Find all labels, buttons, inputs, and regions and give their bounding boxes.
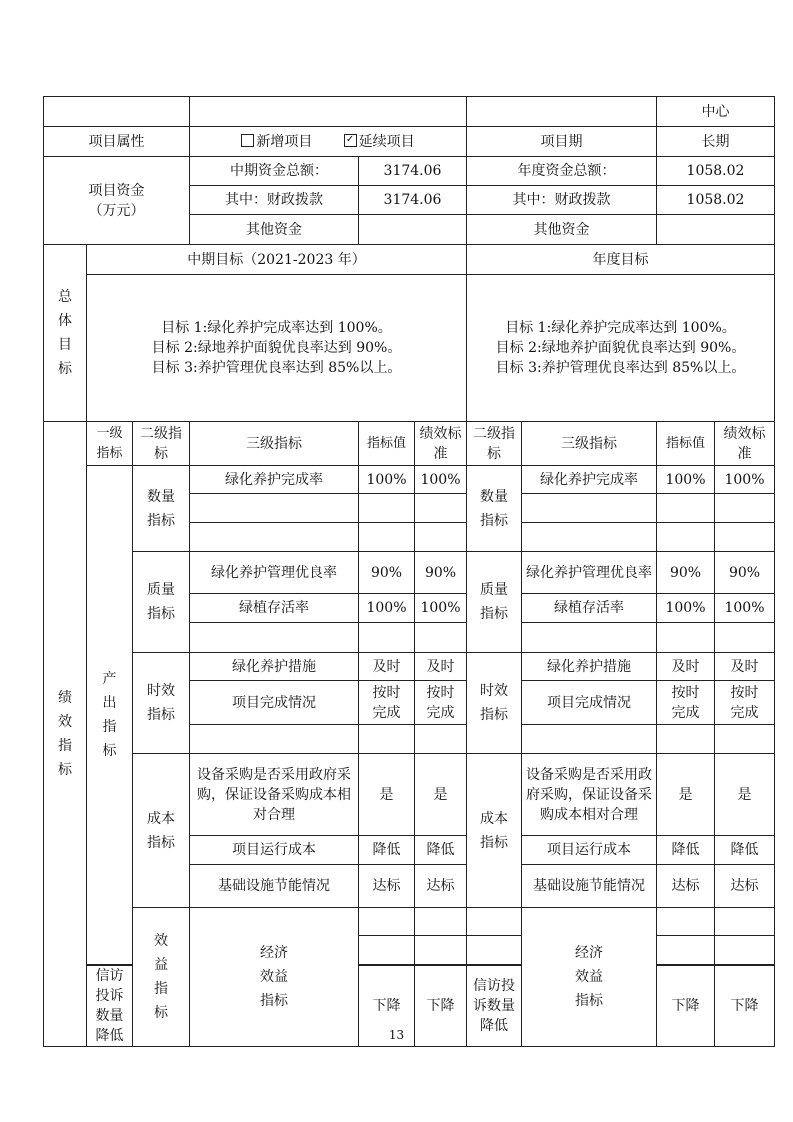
blank-cell [715,623,775,653]
blank-cell [359,623,415,653]
blank-cell [190,725,359,754]
year-goal-header: 年度目标 [467,245,775,275]
year-fiscal-value: 1058.02 [657,186,775,215]
timeliness-label-year [467,653,522,754]
cost-text: 成本指标 [147,810,175,851]
year-indicator-std: 及时 [715,653,775,681]
performance-goal-table [43,96,775,1047]
year-indicator-value: 及时 [657,653,715,681]
year-indicator-name: 项目运行成本 [522,836,657,865]
continue-project-label: 延续项目 [358,133,415,150]
mid-indicator-value: 下降 [359,966,415,1047]
mid-goal-item: 目标 2:绿地养护面貌优良率达到 90%。 [151,340,402,356]
blank-cell [467,97,657,127]
quantity-text-year: 数量指标 [480,488,508,529]
blank-cell [415,623,467,653]
mid-indicator-std: 90% [415,552,467,594]
header-standard: 绩效标准 [415,422,467,466]
year-indicator-std: 是 [715,754,775,836]
blank-cell [190,494,359,523]
blank-cell [715,494,775,523]
blank-cell [190,97,467,127]
header-level1: 一级指标 [87,422,133,466]
blank-cell [522,725,657,754]
year-indicator-name: 绿化养护完成率 [522,466,657,494]
blank-cell [715,725,775,754]
header-level2-year: 二级指标 [467,422,522,466]
mid-total-value: 3174.06 [359,157,467,186]
cost-text-year: 成本指标 [480,810,508,851]
year-indicator-value: 90% [657,552,715,594]
quantity-text: 数量指标 [147,488,175,529]
mid-indicator-std: 下降 [415,966,467,1047]
year-indicator-name: 绿化养护措施 [522,653,657,681]
timeliness-text-year: 时效指标 [480,683,508,723]
blank-cell [522,623,657,653]
blank-cell [415,908,467,936]
funds-label-line1: 项目资金 [88,182,145,199]
blank-cell [657,936,715,965]
mid-indicator-std: 及时 [415,653,467,681]
blank-cell [467,936,522,965]
blank-cell [715,523,775,552]
overall-goal-text: 总体目标 [58,289,72,377]
mid-fiscal-label: 其中：财政拨款 [190,186,359,215]
output-label [87,466,133,965]
blank-cell [657,494,715,523]
year-total-value: 1058.02 [657,157,775,186]
economic-label [190,908,359,1047]
mid-other-value [359,215,467,245]
year-indicator-value: 下降 [657,966,715,1047]
year-goal-item: 目标 2:绿地养护面貌优良率达到 90%。 [495,340,746,356]
year-goal-item: 目标 1:绿化养护完成率达到 100%。 [505,320,736,336]
year-indicator-std: 达标 [715,865,775,908]
header-value-year: 指标值 [657,422,715,466]
mid-indicator-std: 降低 [415,836,467,865]
year-indicator-value: 按时完成 [657,681,715,725]
mid-indicator-value: 90% [359,552,415,594]
mid-goal-item: 目标 1:绿化养护完成率达到 100%。 [161,320,392,336]
blank-cell [415,936,467,965]
year-indicator-std: 100% [715,594,775,623]
blank-cell [657,523,715,552]
header-level2: 二级指标 [133,422,190,466]
blank-cell [359,908,415,936]
economic-label-year [522,908,657,1047]
economic-text: 经济效益指标 [260,945,288,1009]
blank-cell [44,97,190,127]
year-indicator-value: 100% [657,594,715,623]
benefit-text: 效益指标 [154,933,168,1021]
year-indicator-value: 100% [657,466,715,494]
year-other-value [657,215,775,245]
blank-cell [359,936,415,965]
quantity-label [133,466,190,552]
mid-indicator-std: 100% [415,594,467,623]
mid-goal-header: 中期目标（2021-2023 年） [87,245,467,275]
year-fiscal-label: 其中：财政拨款 [467,186,657,215]
overall-goal-label [44,245,87,422]
attr-options [190,127,467,157]
mid-indicator-value: 100% [359,466,415,494]
blank-cell [190,523,359,552]
quality-text-year: 质量指标 [480,582,508,622]
blank-cell [657,623,715,653]
timeliness-label [133,653,190,754]
year-indicator-name: 信访投诉数量降低 [467,966,522,1047]
blank-cell [657,908,715,936]
header-standard-year: 绩效标准 [715,422,775,466]
year-indicator-value: 是 [657,754,715,836]
blank-cell [359,725,415,754]
funds-label [44,157,190,245]
year-indicator-std: 降低 [715,836,775,865]
year-goal-item: 目标 3:养护管理优良率达到 85%以上。 [495,360,746,376]
funds-label-line2: （万元） [88,202,145,219]
cost-label-year [467,754,522,908]
year-indicator-name: 项目完成情况 [522,681,657,725]
quantity-label-year [467,466,522,552]
year-other-label: 其他资金 [467,215,657,245]
quality-label [133,552,190,653]
mid-indicator-value: 达标 [359,865,415,908]
mid-indicator-value: 及时 [359,653,415,681]
top-right-cell: 中心 [657,97,775,127]
benefit-label [133,908,190,1047]
mid-indicator-std: 100% [415,466,467,494]
blank-cell [657,725,715,754]
period-value: 长期 [657,127,775,157]
year-indicator-value: 降低 [657,836,715,865]
mid-fiscal-value: 3174.06 [359,186,467,215]
quality-text: 质量指标 [147,582,175,622]
blank-cell [359,523,415,552]
blank-cell [415,725,467,754]
new-project-checkbox[interactable] [241,134,254,147]
blank-cell [522,494,657,523]
economic-text-year: 经济效益指标 [575,945,603,1009]
attr-label: 项目属性 [44,127,190,157]
year-indicator-name: 绿植存活率 [522,594,657,623]
mid-indicator-name: 绿化养护完成率 [190,466,359,494]
year-indicator-std: 按时完成 [715,681,775,725]
blank-cell [467,908,522,936]
mid-indicator-name: 项目完成情况 [190,681,359,725]
quality-label-year [467,552,522,653]
period-label: 项目期 [467,127,657,157]
year-indicator-value: 达标 [657,865,715,908]
mid-indicator-name: 基础设施节能情况 [190,865,359,908]
mid-indicator-value: 降低 [359,836,415,865]
mid-other-label: 其他资金 [190,215,359,245]
output-text: 产出指标 [102,671,117,759]
perf-side-text: 绩效指标 [58,690,72,778]
year-goal-list [467,275,775,422]
year-indicator-name: 基础设施节能情况 [522,865,657,908]
cost-label [133,754,190,908]
mid-total-label: 中期资金总额： [190,157,359,186]
timeliness-text: 时效指标 [147,683,175,723]
mid-indicator-name: 绿植存活率 [190,594,359,623]
blank-cell [522,523,657,552]
perf-side-label [44,422,87,1047]
blank-cell [715,908,775,936]
mid-indicator-value: 按时完成 [359,681,415,725]
mid-indicator-name: 信访投诉数量降低 [87,966,133,1047]
year-indicator-std: 90% [715,552,775,594]
blank-cell [359,494,415,523]
blank-cell [415,494,467,523]
year-indicator-name: 设备采购是否采用政府采购，保证设备采购成本相对合理 [522,754,657,836]
mid-indicator-name: 项目运行成本 [190,836,359,865]
blank-cell [715,936,775,965]
mid-indicator-std: 是 [415,754,467,836]
header-value: 指标值 [359,422,415,466]
mid-indicator-value: 是 [359,754,415,836]
year-indicator-name: 绿化养护管理优良率 [522,552,657,594]
blank-cell [415,523,467,552]
page-number: 13 [388,1028,405,1042]
year-total-label: 年度资金总额： [467,157,657,186]
mid-goal-item: 目标 3:养护管理优良率达到 85%以上。 [151,360,402,376]
continue-project-checkbox[interactable]: ✓ [344,134,357,147]
mid-goal-list [87,275,467,422]
mid-indicator-name: 绿化养护管理优良率 [190,552,359,594]
header-level3-year: 三级指标 [522,422,657,466]
mid-indicator-name: 设备采购是否采用政府采购，保证设备采购成本相对合理 [190,754,359,836]
mid-indicator-name: 绿化养护措施 [190,653,359,681]
year-indicator-std: 下降 [715,966,775,1047]
header-level3: 三级指标 [190,422,359,466]
mid-indicator-std: 达标 [415,865,467,908]
blank-cell [190,623,359,653]
year-indicator-std: 100% [715,466,775,494]
mid-indicator-std: 按时完成 [415,681,467,725]
new-project-label: 新增项目 [256,133,313,150]
mid-indicator-value: 100% [359,594,415,623]
